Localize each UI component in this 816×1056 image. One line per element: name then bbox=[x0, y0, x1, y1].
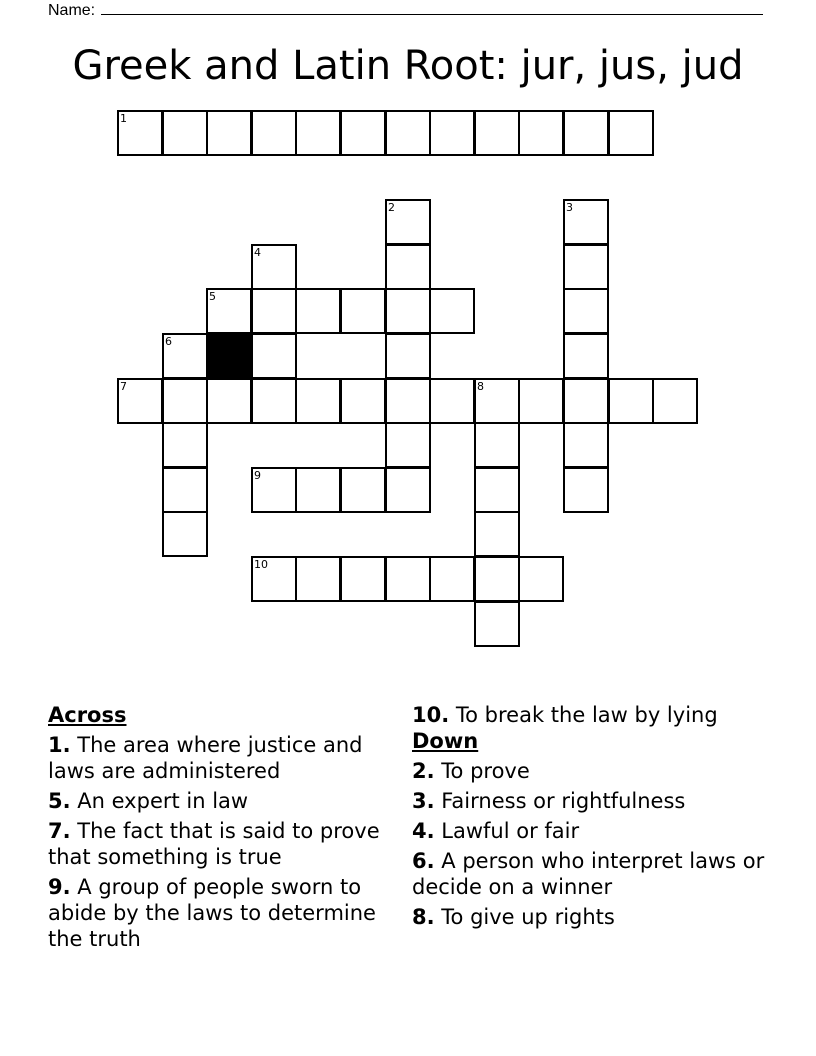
grid-cell[interactable] bbox=[162, 422, 208, 468]
grid-cell[interactable] bbox=[429, 110, 475, 156]
clue-number: 2 bbox=[388, 201, 395, 214]
grid-cell[interactable] bbox=[162, 467, 208, 513]
grid-cell[interactable] bbox=[295, 556, 341, 602]
clue-down-2: 2. To prove bbox=[412, 759, 530, 783]
grid-cell[interactable] bbox=[206, 378, 252, 424]
clue-number: 7 bbox=[120, 380, 127, 393]
grid-cell[interactable] bbox=[340, 467, 386, 513]
clue-across-10: 10. To break the law by lying bbox=[412, 703, 718, 727]
clue-down-6: 6. A person who interpret laws or decide on a winner bbox=[412, 849, 765, 899]
clue-number: 4 bbox=[254, 246, 261, 259]
grid-cell[interactable] bbox=[385, 110, 431, 156]
grid-cell[interactable] bbox=[251, 288, 297, 334]
grid-cell[interactable] bbox=[429, 378, 475, 424]
clue-down-8: 8. To give up rights bbox=[412, 905, 615, 929]
grid-cell[interactable] bbox=[162, 378, 208, 424]
grid-cell[interactable] bbox=[429, 288, 475, 334]
clue-across-9: 9. A group of people sworn to abide by the laws to determine the truth bbox=[48, 875, 376, 951]
clue-number: 10 bbox=[254, 558, 268, 571]
grid-cell[interactable] bbox=[295, 288, 341, 334]
grid-cell[interactable] bbox=[251, 333, 297, 379]
grid-cell[interactable] bbox=[474, 601, 520, 647]
grid-cell[interactable] bbox=[251, 110, 297, 156]
grid-cell[interactable] bbox=[117, 110, 163, 156]
black-square bbox=[206, 333, 252, 379]
clue-down-3: 3. Fairness or rightfulness bbox=[412, 789, 686, 813]
grid-cell[interactable] bbox=[474, 467, 520, 513]
grid-cell[interactable] bbox=[474, 556, 520, 602]
grid-cell[interactable] bbox=[251, 467, 297, 513]
clue-number: 5 bbox=[209, 290, 216, 303]
grid-cell[interactable] bbox=[518, 378, 564, 424]
clue-across-1: 1. The area where justice and laws are administered bbox=[48, 733, 363, 783]
clue-number: 9 bbox=[254, 469, 261, 482]
puzzle-title: Greek and Latin Root: jur, jus, jud bbox=[72, 43, 744, 89]
clue-number: 3 bbox=[566, 201, 573, 214]
grid-cell[interactable] bbox=[563, 378, 609, 424]
clue-number: 1 bbox=[120, 112, 127, 125]
grid-cell[interactable] bbox=[518, 556, 564, 602]
grid-cell[interactable] bbox=[429, 556, 475, 602]
across-heading: Across bbox=[48, 703, 127, 727]
clue-across-5: 5. An expert in law bbox=[48, 789, 249, 813]
grid-cell[interactable] bbox=[385, 467, 431, 513]
grid-cell[interactable] bbox=[251, 378, 297, 424]
clue-down-4: 4. Lawful or fair bbox=[412, 819, 580, 843]
grid-cell[interactable] bbox=[563, 288, 609, 334]
grid-cell[interactable] bbox=[563, 244, 609, 290]
grid-cell[interactable] bbox=[474, 511, 520, 557]
grid-cell[interactable] bbox=[206, 288, 252, 334]
grid-cell[interactable] bbox=[563, 467, 609, 513]
clue-number: 6 bbox=[165, 335, 172, 348]
grid-cell[interactable] bbox=[251, 556, 297, 602]
grid-cell[interactable] bbox=[295, 110, 341, 156]
grid-cell[interactable] bbox=[295, 467, 341, 513]
grid-cell[interactable] bbox=[162, 110, 208, 156]
name-label: Name: bbox=[48, 2, 96, 19]
grid-cell[interactable] bbox=[385, 556, 431, 602]
clue-number: 8 bbox=[477, 380, 484, 393]
grid-cell[interactable] bbox=[608, 110, 654, 156]
grid-cell[interactable] bbox=[563, 422, 609, 468]
grid-cell[interactable] bbox=[251, 244, 297, 290]
grid-cell[interactable] bbox=[340, 378, 386, 424]
grid-cell[interactable] bbox=[652, 378, 698, 424]
grid-cell[interactable] bbox=[117, 378, 163, 424]
clues-column-right bbox=[412, 702, 792, 930]
grid-cell[interactable] bbox=[563, 333, 609, 379]
grid-cell[interactable] bbox=[162, 511, 208, 557]
grid-cell[interactable] bbox=[474, 110, 520, 156]
grid-cell[interactable] bbox=[295, 378, 341, 424]
grid-cell[interactable] bbox=[340, 110, 386, 156]
grid-cell[interactable] bbox=[340, 556, 386, 602]
grid-cell[interactable] bbox=[608, 378, 654, 424]
clue-across-7: 7. The fact that is said to prove that something is true bbox=[48, 819, 380, 869]
grid-cell[interactable] bbox=[385, 333, 431, 379]
grid-cell[interactable] bbox=[563, 110, 609, 156]
down-heading: Down bbox=[412, 729, 479, 753]
grid-cell[interactable] bbox=[385, 244, 431, 290]
grid-cell[interactable] bbox=[563, 199, 609, 245]
grid-cell[interactable] bbox=[385, 288, 431, 334]
grid-cell[interactable] bbox=[474, 422, 520, 468]
grid-cell[interactable] bbox=[385, 199, 431, 245]
grid-cell[interactable] bbox=[162, 333, 208, 379]
grid-cell[interactable] bbox=[206, 110, 252, 156]
clues-column-left bbox=[48, 702, 393, 952]
grid-cell[interactable] bbox=[340, 288, 386, 334]
grid-cell[interactable] bbox=[474, 378, 520, 424]
grid-cell[interactable] bbox=[518, 110, 564, 156]
grid-cell[interactable] bbox=[385, 422, 431, 468]
grid-cell[interactable] bbox=[385, 378, 431, 424]
